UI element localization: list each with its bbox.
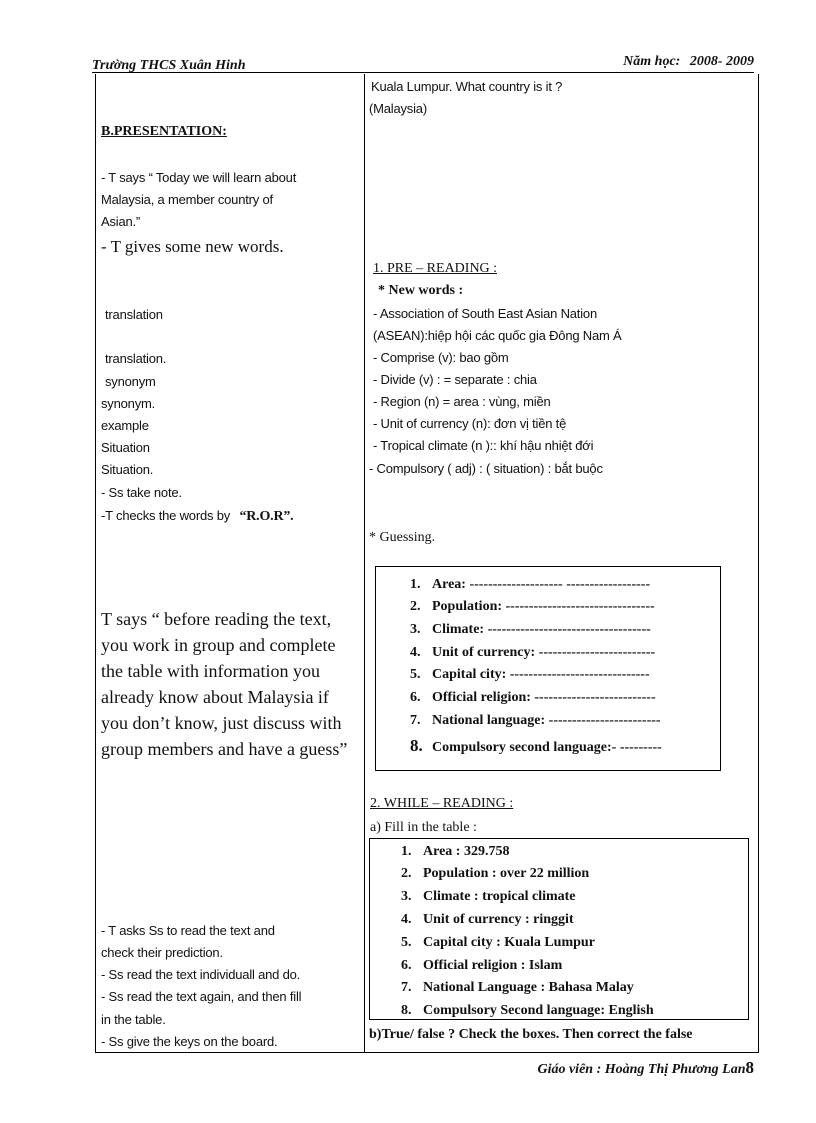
left-line: in the table. (101, 1012, 166, 1027)
left-line: Asian.” (101, 214, 141, 229)
guess-item: 6. Official religion: -------------------------- (410, 690, 656, 705)
year-label: Năm học: (623, 54, 681, 69)
guess-item: 8. Compulsory second language:- --------- (410, 736, 662, 755)
left-line: check their prediction. (101, 945, 223, 960)
answer-item: 2. Population : over 22 million (401, 866, 590, 881)
group-work-paragraph: T says “ before reading the text, you work in group and complete the table with information you already know about Malaysia if you don’t know, just discuss with group members and have a guess” (101, 609, 348, 759)
method-label: synonym (105, 374, 156, 389)
method-label: example (101, 418, 149, 433)
left-line: - Ss read the text again, and then fill (101, 989, 302, 1004)
answer-item: 8. Compulsory Second language: English (401, 1003, 654, 1018)
column-divider (364, 74, 365, 1053)
vocab-line: - Comprise (v): bao gồm (373, 350, 509, 365)
vocab-line: (ASEAN):hiệp hội các quốc gia Đông Nam Á (373, 328, 622, 343)
pre-reading-heading: 1. PRE – READING : (373, 261, 498, 276)
year-value: 2008- 2009 (689, 54, 754, 69)
check-words-prefix: -T checks the words by (101, 508, 231, 523)
vocab-line: - Association of South East Asian Nation (373, 306, 597, 321)
guess-item: 7. National language: ------------------------ (410, 713, 661, 728)
guess-item: 4. Unit of currency: ------------------------- (410, 645, 656, 660)
guess-item: 5. Capital city: ------------------------------ (410, 667, 650, 682)
vocab-line: - Tropical climate (n ):: khí hậu nhiệt đới (373, 438, 594, 453)
answer-item: 7. National Language : Bahasa Malay (401, 980, 634, 995)
ror-label: “R.O.R”. (239, 509, 294, 524)
method-label: translation. (105, 351, 167, 366)
answer-item: 1. Area : 329.758 (401, 844, 510, 859)
new-words-heading: * New words : (378, 283, 464, 298)
method-label: Situation (101, 440, 150, 455)
guess-item: 1. Area: -------------------- ------------------ (410, 577, 651, 592)
vocab-line: - Divide (v) : = separate : chia (373, 372, 537, 387)
check-words-line (101, 508, 293, 525)
left-line: - T says “ Today we will learn about (101, 170, 297, 185)
left-line: Malaysia, a member country of (101, 192, 273, 207)
school-year (623, 54, 754, 70)
method-label: Situation. (101, 462, 154, 477)
true-false-instruction: b)True/ false ? Check the boxes. Then correct the false (369, 1027, 693, 1042)
method-label: translation (105, 307, 163, 322)
school-name: Trường THCS Xuân Hinh (92, 58, 246, 73)
page-number: 8 (745, 1058, 754, 1077)
left-line: - Ss give the keys on the board. (101, 1034, 278, 1049)
left-line: - T gives some new words. (101, 237, 284, 256)
guess-item: 3. Climate: ----------------------------------- (410, 622, 651, 637)
answer-item: 5. Capital city : Kuala Lumpur (401, 935, 595, 950)
vocab-line: - Unit of currency (n): đơn vị tiền tệ (373, 416, 567, 431)
guess-item: 2. Population: -------------------------------- (410, 599, 655, 614)
method-label: synonym. (101, 396, 156, 411)
fill-table-heading: a) Fill in the table : (370, 820, 477, 835)
answer-item: 3. Climate : tropical climate (401, 889, 576, 904)
left-line: - Ss read the text individuall and do. (101, 967, 301, 982)
right-line: Kuala Lumpur. What country is it ? (371, 79, 563, 94)
answer-item: 6. Official religion : Islam (401, 958, 563, 973)
guessing-heading: * Guessing. (369, 530, 436, 545)
method-label: - Ss take note. (101, 485, 182, 500)
answer-item: 4. Unit of currency : ringgit (401, 912, 574, 927)
header-rule (92, 72, 754, 73)
while-reading-heading: 2. WHILE – READING : (370, 796, 514, 811)
right-line: (Malaysia) (369, 101, 427, 116)
teacher-footer (537, 1058, 754, 1078)
vocab-line: - Compulsory ( adj) : ( situation) : bắt buộc (369, 461, 603, 476)
left-line: - T asks Ss to read the text and (101, 923, 275, 938)
vocab-line: - Region (n) = area : vùng, miền (373, 394, 551, 409)
teacher-name: Giáo viên : Hoàng Thị Phương Lan (537, 1062, 746, 1077)
presentation-heading: B.PRESENTATION: (101, 124, 227, 139)
